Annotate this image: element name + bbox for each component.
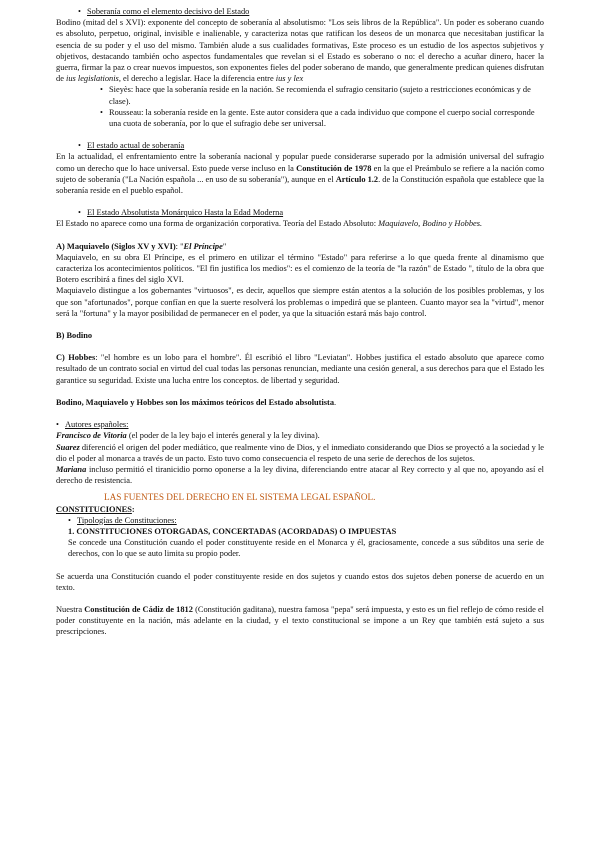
document-page xyxy=(56,6,544,638)
heading-tipologias: Tipologías de Constituciones: xyxy=(77,515,177,525)
bullet-estado-absolutista: • El Estado Absolutista Monárquico Hasta la Edad Moderna xyxy=(78,208,284,218)
heading-constituciones: CONSTITUCIONES: xyxy=(56,504,135,514)
paragraph-suarez: Suarez diferenció el origen del poder mediático, que realmente vino de Dios, y el inmediato considerando que Dios se proyectó a la sociedad y le dio el poder al monarca a través de un pacto. Esto tuvo como consecuencia el respeto de una serie de derechos de los sujetos. xyxy=(56,442,544,463)
heading-bodino: B) Bodino xyxy=(56,331,93,341)
paragraph-constitucion-acuerda: Se acuerda una Constitución cuando el poder constituyente reside en dos sujetos y cuando estos dos sujetos deben ponerse de acuerdo en un texto. xyxy=(56,571,544,592)
paragraph-estado-actual: En la actualidad, el enfrentamiento entre la soberanía nacional y popular puede considerarse superado por la admisión universal del sufragio como un derecho que lo hace universal. Esto puede verse incluso en la Constitución de 1978 en la que el Preámbulo se refiere a la nación como sujeto de soberanía ("La Nación española ... en uso de su soberanía"), aunque en el Artículo 1.2. de la Constitución española que establece que la soberanía reside en el pueblo español. xyxy=(56,152,545,196)
paragraph-bodino: Bodino (mitad del s XVI): exponente del concepto de soberanía al absolutismo: "Los seis libros de la República". Un poder es soberano cuando es absoluto, perpetuo, original, invisible e inalienable, y caracteriza notas que ratifican los deseos de un monarca que necesitaban justificar la esencia de su poder y el uso del mismo. También alude a sus cualidades formativas, Este proceso es un estudio de los aspectos subjetivos y objetivos, destacando también ocho aspectos fundamentales que revelan si el Estado es soberano o no: el derecho a acuñar dinero, hacer la guerra, firmar la paz o crear nuevos impuestos, son exponentes fieles del poder soberano de mando, que generalmente predican quienes disfrutan de ius legislationis, el derecho a legislar. Hace la diferencia entre ius y lex xyxy=(56,18,544,84)
heading-maquiavelo: A) Maquiavelo (Siglos XV y XVI): "El Príncipe" xyxy=(56,241,227,251)
bullet-sieyes: • Sieyès: hace que la soberanía reside en la nación. Se recomienda el sufragio censitario (sujeto a restricciones económicas y de clase). xyxy=(100,84,544,106)
heading-estado-actual: El estado actual de soberanía xyxy=(87,141,185,151)
heading-estado-absolutista: El Estado Absolutista Monárquico Hasta la Edad Moderna xyxy=(87,208,284,218)
paragraph-vitoria: Francisco de Vitoria (el poder de la ley bajo el interés general y la ley divina). xyxy=(56,431,320,441)
bullet-soberania xyxy=(78,6,544,17)
heading-autores-espanoles: Autores españoles: xyxy=(65,420,129,430)
paragraph-hobbes: C) Hobbes: "el hombre es un lobo para el hombre". Él escribió el libro "Leviatan". Hobbes justifica el estado absoluto que aparece como resultado de un contrato social en virtud del cual todas las personas renuncian, mediante una cesión general, a sus derechos para que el Estado les garantice su seguridad. Existe una lucha entre los conceptos. de libertad y seguridad. xyxy=(56,353,544,385)
paragraph-mariana: Mariana incluso permitió el tiranicidio porno oponerse a la ley divina, diferenciando entre atacar al Rey correcto y al que no, apoyando así el derecho de resistencia. xyxy=(56,464,544,486)
title-fuentes-derecho: LAS FUENTES DEL DERECHO EN EL SISTEMA LEGAL ESPAÑOL. xyxy=(104,492,376,503)
paragraph-constitucion-cadiz: Nuestra Constitución de Cádiz de 1812 (Constitución gaditana), nuestra famosa "pepa" será impuesta, y esto es un fiel reflejo de cómo reside el poder constituyente en la nación, más adelante en la ciudad, y el texto constitucional se impone a un Rey que también está sujeto a sus prescripciones. xyxy=(56,604,544,637)
summary-absolutista: Bodino, Maquiavelo y Hobbes son los máximos teóricos del Estado absolutista. xyxy=(56,397,337,407)
bullet-rousseau: • Rousseau: la soberanía reside en la gente. Este autor considera que a cada individuo que compone el cuerpo social corresponde una cuota de soberanía, por lo que el sufragio debe ser universal. xyxy=(100,107,544,129)
bullet-dot: • xyxy=(78,7,81,16)
bullet-autores-espanoles: • Autores españoles: xyxy=(56,420,129,430)
paragraph-maquiavelo-2: Maquiavelo distingue a los gobernantes "virtuosos", es decir, aquellos que siempre están atentos a la solución de los posibles problemas, y los que son "afortunados", porque confían en que la suerte resolverá los problemas o impedirá que se planteen. Cuanto mayor sea la "virtud", menor será la "fortuna" y la mayor posibilidad de permanecer en el poder, ya que la situación estará más bajo control. xyxy=(56,286,544,318)
heading-constituciones-otorgadas: 1. CONSTITUCIONES OTORGADAS, CONCERTADAS (ACORDADAS) O IMPUESTAS xyxy=(68,526,397,536)
paragraph-constitucion-concede: Se concede una Constitución cuando el poder constituyente reside en el Monarca y él, graciosamente, concede a sus súbditos una serie de derechos, con lo que se auto limita su propio poder. xyxy=(68,538,544,559)
paragraph-maquiavelo-1: Maquiavelo, en su obra El Príncipe, es el primero en utilizar el término "Estado" para referirse a lo que queda frente al dinamismo que caracteriza los acontecimientos políticos. "El fin justifica los medios": es el comienzo de la teoría de "la razón" de Estado ", título de la obra que Botero escribirá a fines del siglo XVI. xyxy=(56,252,544,285)
paragraph-estado-absolutista: El Estado no aparece como una forma de organización corporativa. Teoría del Estado Absoluto: Maquiavelo, Bodino y Hobbes. xyxy=(56,219,483,229)
bullet-tipologias: • Tipologías de Constituciones: xyxy=(68,515,177,525)
heading-soberania: Soberanía como el elemento decisivo del Estado xyxy=(87,7,250,16)
bullet-estado-actual: • El estado actual de soberanía xyxy=(78,141,185,151)
text-sieyes: Sieyès: hace que la soberanía reside en la nación. Se recomienda el sufragio censitario (sujeto a restricciones económicas y de clase). xyxy=(109,85,531,106)
text-rousseau: Rousseau: la soberanía reside en la gente. Este autor considera que a cada individuo que compone el cuerpo social corresponde una cuota de soberanía, por lo que el sufragio debe ser universal. xyxy=(109,107,535,129)
